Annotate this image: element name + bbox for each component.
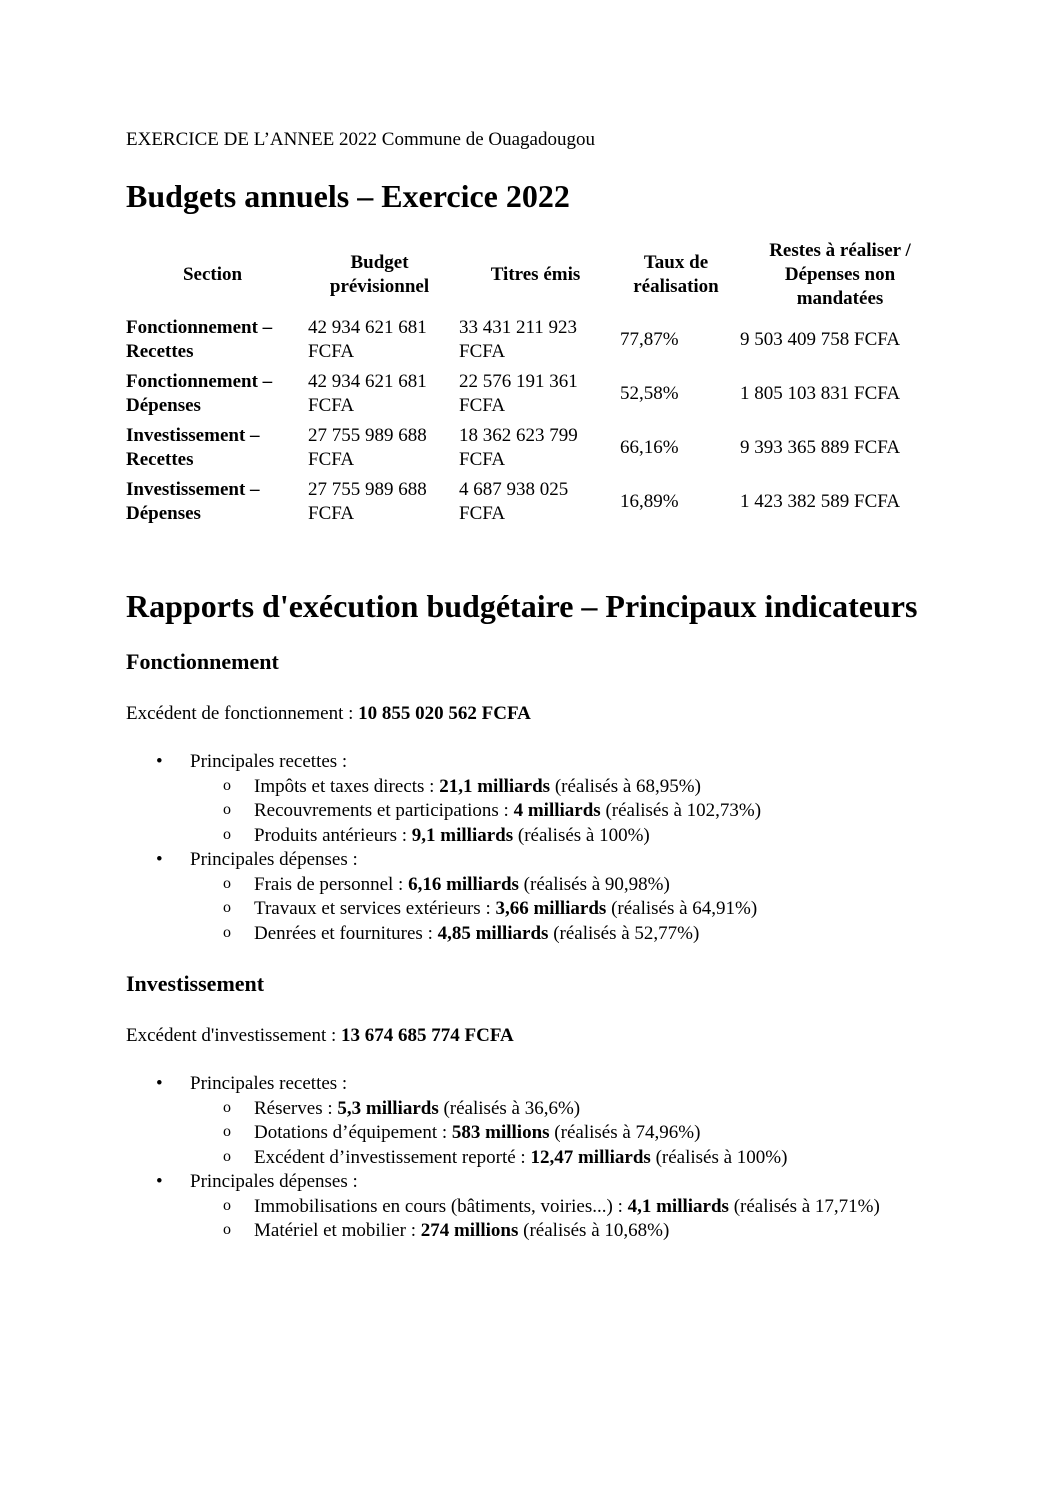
- cell-taux: 16,89%: [620, 491, 679, 512]
- cell-budget: 42 934 621 681 FCFA: [308, 317, 427, 362]
- cell-titres: 22 576 191 361 FCFA: [459, 371, 578, 416]
- budgets-title: Budgets annuels – Exercice 2022: [126, 178, 570, 214]
- cell-taux: 77,87%: [620, 329, 679, 350]
- investissement-list: [126, 1072, 926, 1244]
- excedent-fonctionnement: Excédent de fonctionnement : 10 855 020 562 FCFA: [126, 703, 531, 724]
- fonctionnement-heading: Fonctionnement: [126, 649, 279, 674]
- col-header-titres: Titres émis: [490, 264, 581, 285]
- list-item: o Excédent d’investissement reporté : 12,47 milliards (réalisés à 100%): [126, 1146, 926, 1171]
- cell-section: Fonctionnement – Recettes: [126, 317, 273, 362]
- col-header-restes: Restes à réaliser / Dépenses non mandatées: [769, 240, 911, 309]
- list-item: o Frais de personnel : 6,16 milliards (réalisés à 90,98%): [126, 873, 926, 898]
- list-item: o Recouvrements et participations : 4 milliards (réalisés à 102,73%): [126, 799, 926, 824]
- list-item: • Principales recettes :: [126, 750, 926, 775]
- cell-section: Investissement – Dépenses: [126, 479, 260, 524]
- excedent-investissement: Excédent d'investissement : 13 674 685 774 FCFA: [126, 1025, 514, 1046]
- col-header-budget: Budget prévisionnel: [329, 252, 430, 297]
- fonctionnement-list: [126, 750, 926, 946]
- budget-table: [121, 237, 944, 529]
- cell-titres: 33 431 211 923 FCFA: [459, 317, 578, 362]
- cell-titres: 18 362 623 799 FCFA: [459, 425, 578, 470]
- list-item: o Produits antérieurs : 9,1 milliards (réalisés à 100%): [126, 824, 926, 849]
- table-row: [121, 367, 944, 421]
- cell-taux: 66,16%: [620, 437, 679, 458]
- list-item: o Travaux et services extérieurs : 3,66 milliards (réalisés à 64,91%): [126, 897, 926, 922]
- cell-budget: 27 755 989 688 FCFA: [308, 425, 427, 470]
- table-row: [121, 421, 944, 475]
- cell-budget: 27 755 989 688 FCFA: [308, 479, 427, 524]
- cell-section: Fonctionnement – Dépenses: [126, 371, 273, 416]
- list-item: • Principales dépenses :: [126, 848, 926, 873]
- list-item: o Dotations d’équipement : 583 millions (réalisés à 74,96%): [126, 1121, 926, 1146]
- list-item: o Matériel et mobilier : 274 millions (réalisés à 10,68%): [126, 1219, 926, 1244]
- list-item: • Principales dépenses :: [126, 1170, 926, 1195]
- list-item: o Réserves : 5,3 milliards (réalisés à 36,6%): [126, 1097, 926, 1122]
- cell-taux: 52,58%: [620, 383, 679, 404]
- list-item: o Immobilisations en cours (bâtiments, voiries...) : 4,1 milliards (réalisés à 17,71%): [126, 1195, 926, 1220]
- cell-titres: 4 687 938 025 FCFA: [459, 479, 569, 524]
- cell-restes: 1 423 382 589 FCFA: [740, 491, 901, 512]
- investissement-heading: Investissement: [126, 971, 265, 996]
- list-item: o Denrées et fournitures : 4,85 milliards (réalisés à 52,77%): [126, 922, 926, 947]
- cell-restes: 1 805 103 831 FCFA: [740, 383, 901, 404]
- document-header: EXERCICE DE L’ANNEE 2022 Commune de Ouagadougou: [126, 129, 595, 150]
- cell-budget: 42 934 621 681 FCFA: [308, 371, 427, 416]
- table-header-row: [121, 237, 944, 313]
- table-row: [121, 475, 944, 529]
- rapports-title: Rapports d'exécution budgétaire – Principaux indicateurs: [126, 588, 918, 624]
- cell-section: Investissement – Recettes: [126, 425, 260, 470]
- col-header-taux: Taux de réalisation: [633, 252, 719, 297]
- table-row: [121, 313, 944, 367]
- cell-restes: 9 393 365 889 FCFA: [740, 437, 901, 458]
- cell-restes: 9 503 409 758 FCFA: [740, 329, 901, 350]
- col-header-section: Section: [182, 264, 243, 285]
- list-item: • Principales recettes :: [126, 1072, 926, 1097]
- list-item: o Impôts et taxes directs : 21,1 milliards (réalisés à 68,95%): [126, 775, 926, 800]
